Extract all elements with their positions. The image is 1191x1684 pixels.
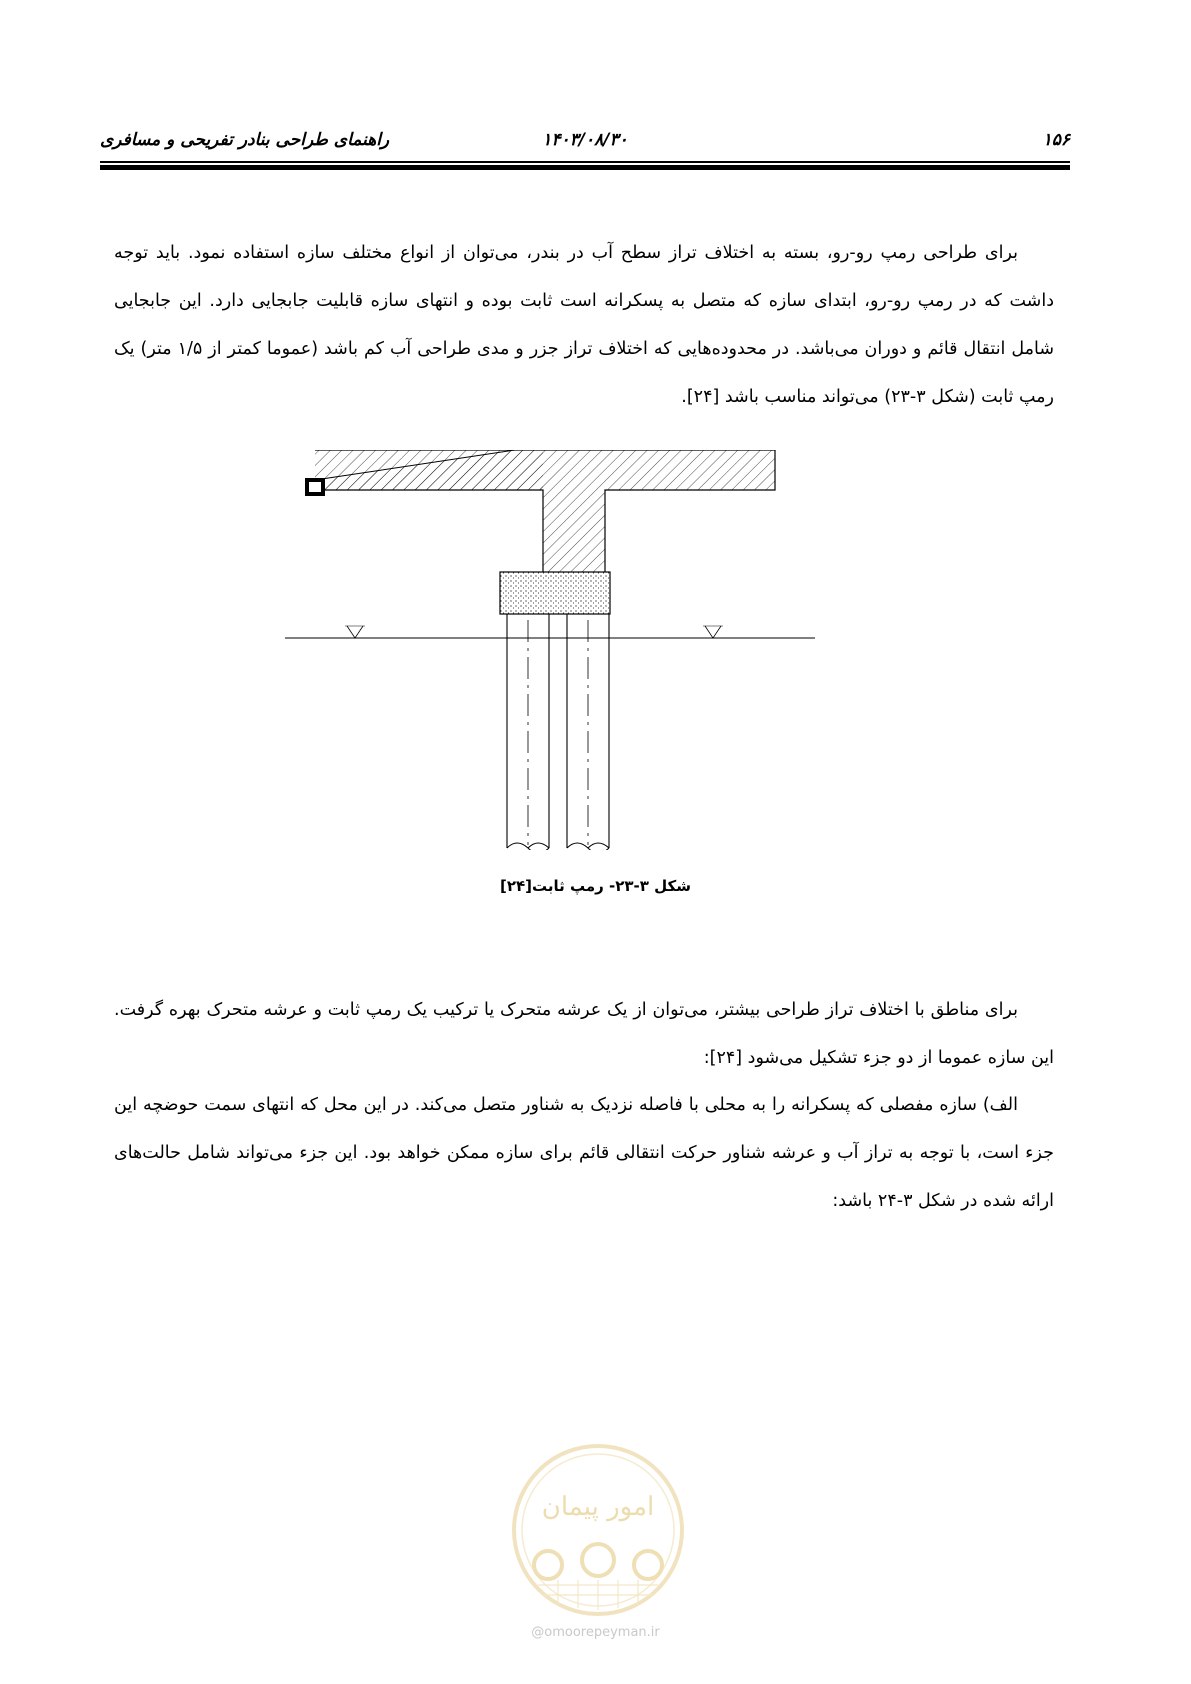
page-number: ۱۵۶ xyxy=(1042,130,1070,150)
water-level-mark-left xyxy=(347,626,363,638)
header-rule-thick xyxy=(100,165,1070,170)
page-header xyxy=(100,128,1070,158)
pile-right xyxy=(567,614,609,850)
paragraph-movable-deck: برای مناطق با اختلاف تراز طراحی بیشتر، می‌توان از یک عرشه متحرک یا ترکیب یک رمپ ثابت و عرشه متحرک بهره گرفت. این سازه عموما از دو جزء تشکیل می‌شود [۲۴]: xyxy=(114,999,1054,1068)
watermark-url: @omoorepeyman.ir xyxy=(531,1625,660,1640)
paragraph-hinged-structure: الف) سازه مفصلی که پسکرانه را به محلی با فاصله نزدیک به شناور متصل می‌کند. در این محل که انتهای سمت حوضچه این جزء است، با توجه به تراز آب و عرشه شناور حرکت انتقالی قائم برای سازه ممکن خواهد بود. این جزء می‌تواند شامل حالت‌های ارائه شده در شکل ۳-۲۴ باشد: xyxy=(114,1094,1054,1211)
watermark-logo xyxy=(508,1440,688,1620)
fender xyxy=(307,480,323,494)
paragraph-ramp-intro: برای طراحی رمپ رو-رو، بسته به اختلاف تراز سطح آب در بندر، می‌توان از انواع مختلف سازه استفاده نمود. باید توجه داشت که در رمپ رو-رو، ابتدای سازه که متصل به پسکرانه است ثابت بوده و انتهای سازه قابلیت جابجایی دارد. این جابجایی شامل انتقال قائم و دوران می‌باشد. در محدوده‌هایی که اختلاف تراز جزر و مدی طراحی آب کم باشد (عموما کمتر از ۱/۵ متر) یک رمپ ثابت (شکل ۳-۲۳) می‌تواند مناسب باشد [۲۴]. xyxy=(114,242,1055,407)
pile-left xyxy=(507,614,549,850)
pile-cap xyxy=(500,572,610,614)
ramp-deck xyxy=(315,450,775,572)
water-level-mark-right xyxy=(705,626,721,638)
header-rule-thin xyxy=(100,161,1070,163)
svg-text:امور پیمان: امور پیمان xyxy=(541,1492,655,1522)
figure-caption: شکل ۳-۲۳- رمپ ثابت[۲۴] xyxy=(499,877,692,895)
header-date: ۱۴۰۳/۰۸/۳۰ xyxy=(542,130,628,150)
fixed-ramp-figure xyxy=(285,450,815,850)
book-title: راهنمای طراحی بنادر تفریحی و مسافری xyxy=(100,130,390,150)
